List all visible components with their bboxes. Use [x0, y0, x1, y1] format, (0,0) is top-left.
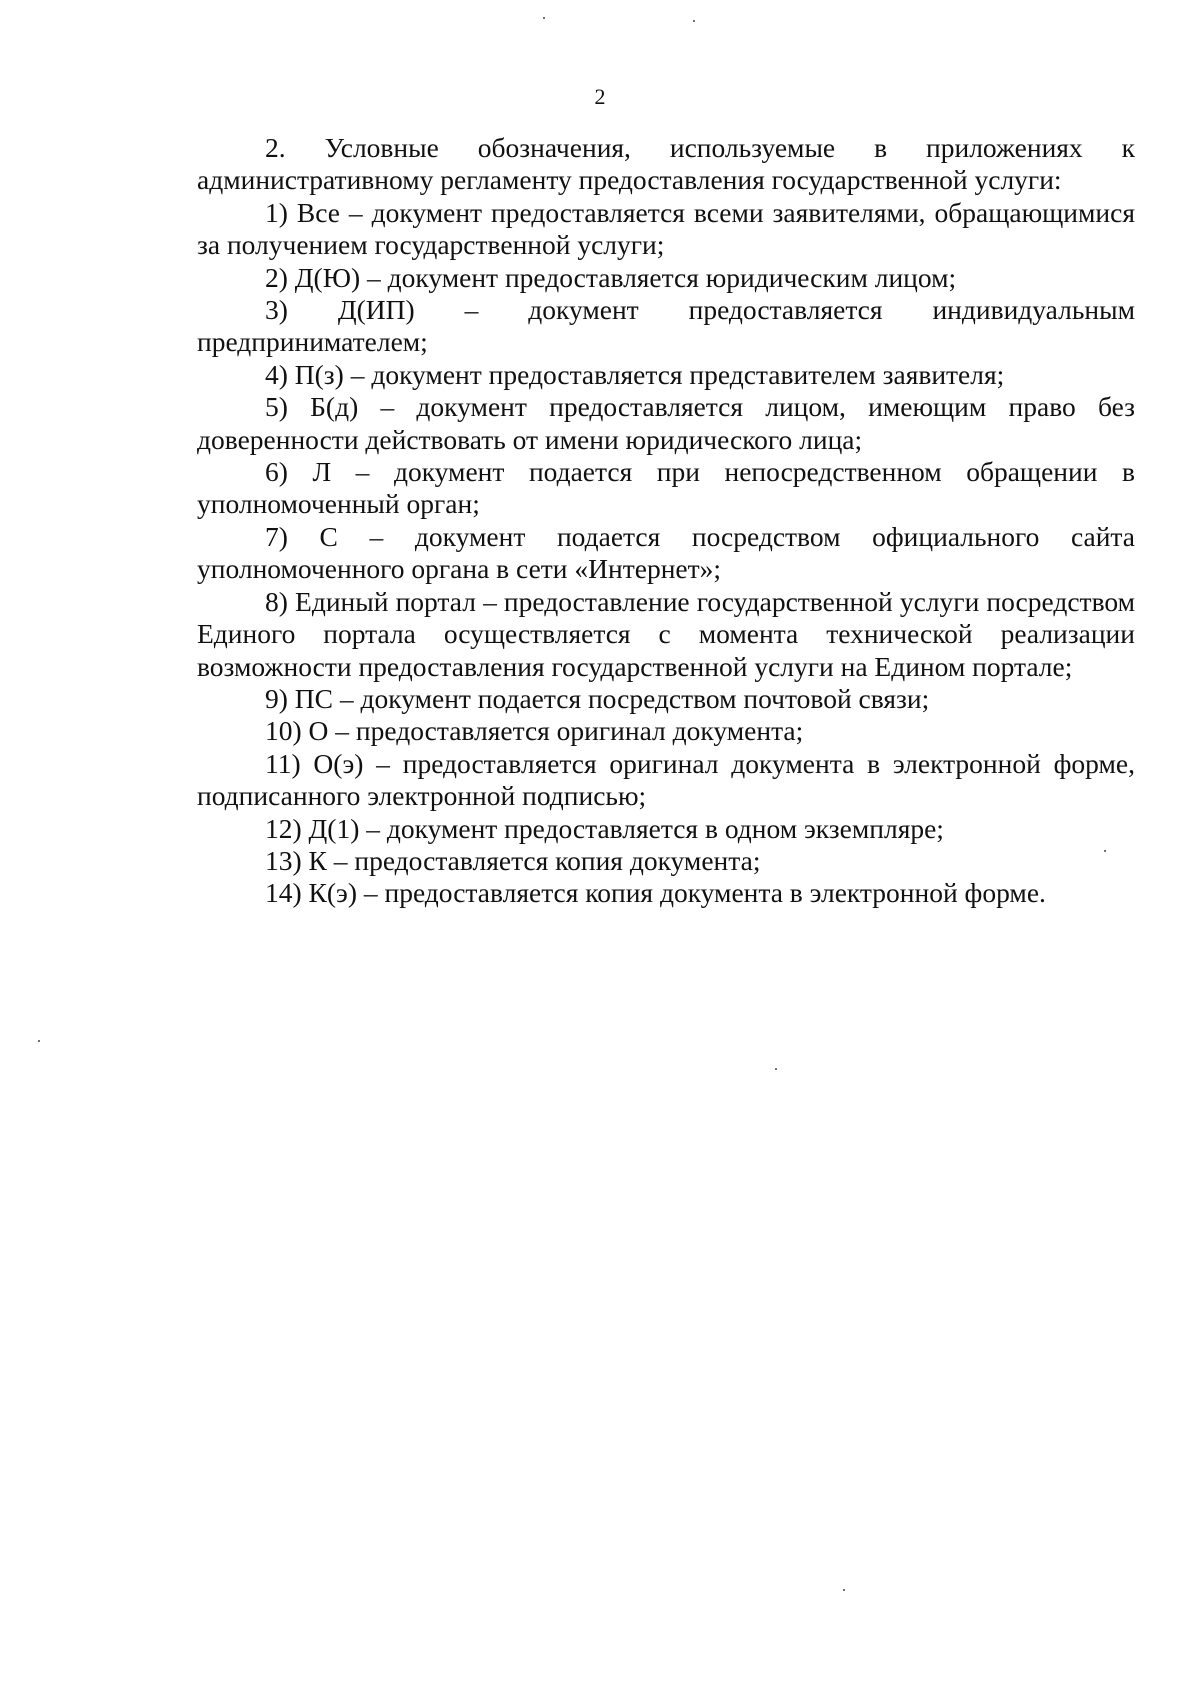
scan-speck — [1104, 850, 1106, 852]
page-number: 2 — [594, 84, 606, 109]
scan-speck — [843, 1589, 845, 1591]
scan-speck — [38, 1040, 40, 1042]
list-item-11: 11) О(э) – предоставляется оригинал документа в электронной форме, подписанного электронной подписью; — [197, 747, 1135, 812]
list-item-5: 5) Б(д) – документ предоставляется лицом, имеющим право без доверенности действовать от имени юридического лица; — [197, 391, 1135, 455]
scan-speck — [693, 20, 695, 22]
list-item-14: 14) К(э) – предоставляется копия документа в электронной форме. — [265, 877, 1046, 909]
list-item-3: 3) Д(ИП) – документ предоставляется индивидуальным предпринимателем; — [197, 294, 1135, 358]
list-item-6: 6) Л – документ подается при непосредственном обращении в уполномоченный орган; — [197, 456, 1135, 520]
list-item-2: 2) Д(Ю) – документ предоставляется юридическим лицом; — [265, 261, 957, 293]
paragraph-intro: 2. Условные обозначения, используемые в приложениях к административному регламенту предоставления государственной услуги: — [197, 132, 1135, 196]
scan-speck — [775, 1068, 777, 1070]
list-item-4: 4) П(з) – документ предоставляется представителем заявителя; — [265, 358, 1005, 390]
list-item-7: 7) С – документ подается посредством официального сайта уполномоченного органа в сети «Интернет»; — [197, 520, 1135, 585]
list-item-13: 13) К – предоставляется копия документа; — [265, 844, 761, 876]
list-item-10: 10) О – предоставляется оригинал документа; — [265, 715, 804, 747]
scan-speck — [543, 17, 545, 19]
list-item-9: 9) ПС – документ подается посредством почтовой связи; — [265, 682, 930, 714]
list-item-12: 12) Д(1) – документ предоставляется в одном экземпляре; — [265, 812, 944, 844]
document-body — [197, 132, 1135, 910]
list-item-1: 1) Все – документ предоставляется всеми заявителями, обращающимися за получением государственной услуги; — [197, 196, 1135, 261]
list-item-8: 8) Единый портал – предоставление государственной услуги посредством Единого портала осуществляется с момента технической реализации возможности предоставления государственной услуги на Едином портале; — [197, 585, 1135, 682]
